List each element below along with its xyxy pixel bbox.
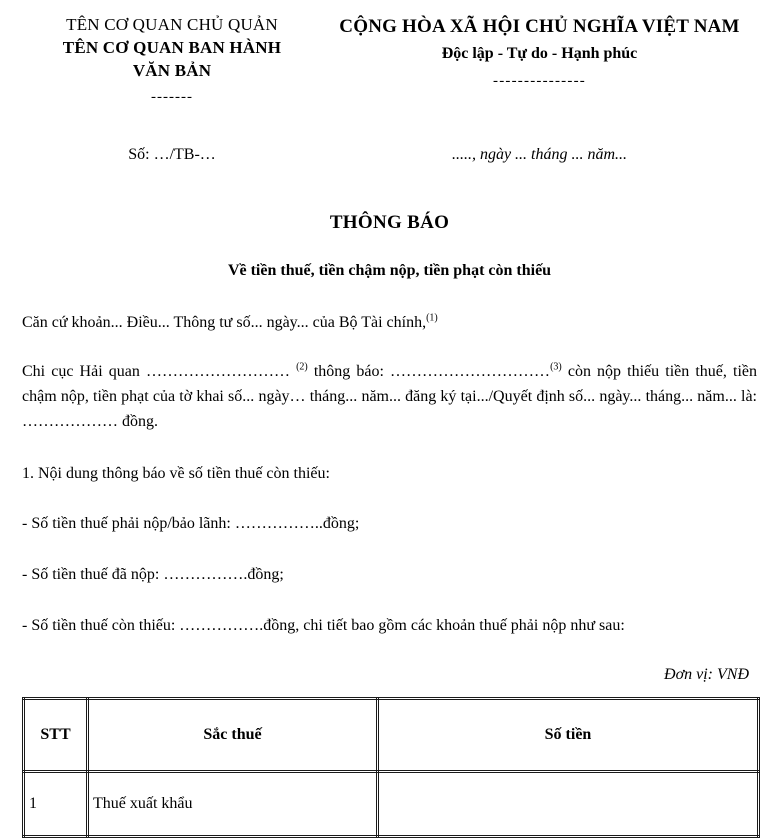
- table-row: [24, 771, 759, 836]
- cell-stt: 1: [24, 771, 88, 836]
- currency-unit-note: Đơn vị: VNĐ: [664, 665, 749, 683]
- cell-so-tien: [378, 771, 759, 836]
- section-1-heading: 1. Nội dung thông báo về số tiền thuế còn thiếu:: [22, 464, 330, 482]
- notice-paragraph: [22, 360, 757, 434]
- national-heading-block: [322, 14, 757, 90]
- document-number: Số: …/TB-…: [128, 146, 216, 164]
- notice-text-part3: còn nộp thiếu tiền thuế, tiền chậm nộp, tiền phạt của tờ khai số... ngày… tháng... năm... đăng ký tại.../Quyết định số... ngày... tháng... năm... là: ……………… đồng.: [22, 363, 758, 430]
- notice-text-part2: thông báo: …………………………: [307, 363, 551, 381]
- column-header-stt: STT: [24, 698, 88, 771]
- tax-detail-table: [22, 697, 760, 838]
- legal-basis-paragraph: [22, 311, 757, 336]
- national-motto-label: Độc lập - Tự do - Hạnh phúc: [441, 44, 638, 62]
- footnote-ref-3: (3): [550, 361, 562, 373]
- number-date-row: [22, 146, 757, 164]
- bullet-tax-outstanding: - Số tiền thuế còn thiếu: …………….đồng, chi tiết bao gồm các khoản thuế phải nộp như sau:: [22, 616, 625, 634]
- issuing-agency-label-line2: VĂN BẢN: [132, 60, 212, 80]
- bullet-tax-payable: - Số tiền thuế phải nộp/bảo lãnh: ……………..đồng;: [22, 515, 360, 533]
- bullet-tax-paid: - Số tiền thuế đã nộp: …………….đồng;: [22, 566, 284, 584]
- table-header-row: [24, 698, 759, 771]
- agency-divider-dash: -------: [151, 88, 193, 105]
- issuing-agency-block: [22, 14, 322, 105]
- country-name-label: CỘNG HÒA XÃ HỘI CHỦ NGHĨA VIỆT NAM: [339, 16, 740, 37]
- document-date: ....., ngày ... tháng ... năm...: [451, 146, 628, 164]
- legal-basis-text: Căn cứ khoản... Điều... Thông tư số... ngày... của Bộ Tài chính,: [22, 314, 427, 332]
- column-header-sac-thue: Sắc thuế: [88, 698, 378, 771]
- cell-sac-thue: Thuế xuất khẩu: [88, 771, 378, 836]
- document-header: [22, 0, 757, 105]
- document-subtitle: Về tiền thuế, tiền chậm nộp, tiền phạt còn thiếu: [227, 262, 552, 280]
- motto-divider-dash: ---------------: [493, 73, 586, 90]
- footnote-ref-1: (1): [426, 312, 438, 324]
- document-title: THÔNG BÁO: [329, 212, 450, 234]
- column-header-so-tien: Số tiền: [378, 698, 759, 771]
- footnote-ref-2: (2): [296, 361, 308, 373]
- issuing-agency-label-line1: TÊN CƠ QUAN BAN HÀNH: [62, 37, 282, 57]
- notice-text-part1: Chi cục Hải quan ………………………: [22, 363, 297, 381]
- parent-agency-label: TÊN CƠ QUAN CHỦ QUẢN: [66, 15, 278, 34]
